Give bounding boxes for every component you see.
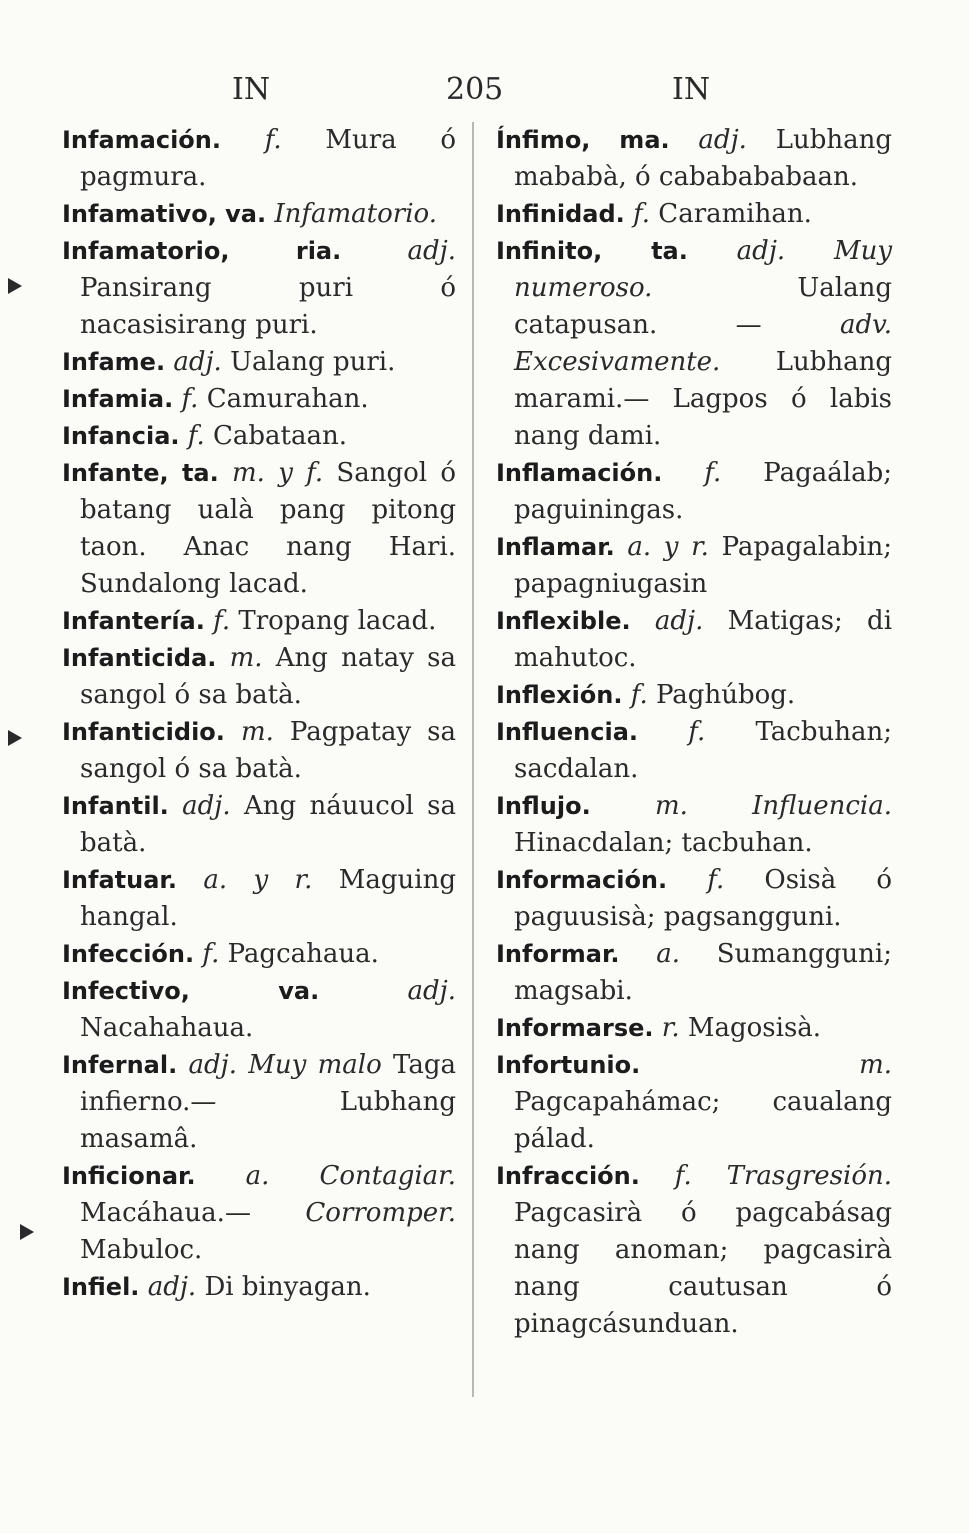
headword: Infantería. [62,607,205,635]
cross-reference: Corromper. [305,1198,456,1228]
column-divider [472,122,474,1397]
headword: Ínfimo, ma. [496,126,670,154]
definition: Lubhang masamâ. [80,1087,456,1154]
grammar-label: m. [654,791,688,821]
dictionary-entry [496,1158,892,1343]
dictionary-entry [62,381,456,418]
page-header [0,72,969,112]
headword: Infortunio. [496,1051,641,1079]
cross-reference: Influencia. [752,791,893,821]
grammar-label: r. [661,1013,680,1043]
dictionary-entry [496,677,892,714]
dictionary-entry [496,196,892,233]
grammar-label: adj. [654,606,704,636]
definition: Lubhang marami.— [514,347,892,414]
left-guide-word: IN [232,72,271,107]
headword: Inflamar. [496,533,615,561]
headword: Inficionar. [62,1162,196,1190]
definition: Magosisà. [687,1013,822,1043]
cross-reference: Muy numeroso. [514,236,893,303]
grammar-label: adj. [147,1272,197,1302]
grammar-label: f. [704,458,722,488]
headword: Infinito, ta. [496,237,688,265]
grammar-label: f. [264,125,282,155]
grammar-label: f. [633,199,651,229]
dictionary-entry [62,862,456,936]
definition: Ang natay sa sangol ó sa batà. [80,643,457,710]
dictionary-entry [496,455,892,529]
dictionary-entry [496,1047,892,1158]
grammar-label: adj. [407,236,456,266]
grammar-label: adj. [407,976,456,1006]
definition: Osisà ó paguusisà; pagsangguni. [514,865,892,932]
page-number: 205 [446,72,504,107]
grammar-label: m. y f. [232,458,324,488]
definition: Pagcapahámac; caualang pálad. [514,1087,892,1154]
grammar-label: f. [202,939,220,969]
right-guide-word: IN [672,72,711,107]
grammar-label: f. [630,680,648,710]
grammar-label: adj. [188,1050,237,1080]
definition: Macáhaua.— [80,1198,251,1228]
definition: Maguing hangal. [80,865,456,932]
headword: Información. [496,866,668,894]
headword: Infatuar. [62,866,177,894]
dictionary-entry [62,1047,456,1158]
definition: Pagaálab; paguiningas. [514,458,892,525]
definition: Pagcahaua. [227,939,379,969]
headword: Infiel. [62,1273,140,1301]
definition: Camurahan. [206,384,369,414]
headword: Infracción. [496,1162,640,1190]
left-column [62,122,456,1306]
dictionary-entry [62,455,456,603]
definition: Pagpatay sa sangol ó sa batà. [80,717,457,784]
grammar-label: f. [213,606,231,636]
definition: Tacbuhan; sacdalan. [514,717,892,784]
definition: Nacahahaua. [80,1013,254,1043]
grammar-label: adj. [736,236,786,266]
headword: Infamativo, va. [62,200,267,228]
definition: Caramihan. [658,199,812,229]
definition: Lagpos ó labis nang dami. [514,384,892,451]
headword: Infamación. [62,126,221,154]
cross-reference: Infamatorio. [274,199,437,229]
definition: Di binyagan. [204,1272,371,1302]
dictionary-entry [62,714,456,788]
dictionary-entry [62,233,456,344]
headword: Infame. [62,348,166,376]
margin-mark-icon [8,730,22,746]
headword: Infectivo, va. [62,977,320,1005]
dictionary-entry [62,344,456,381]
definition: Mura ó pagmura. [80,125,457,192]
dictionary-entry [496,122,892,196]
definition: Ualang puri. [230,347,396,377]
headword: Informar. [496,940,620,968]
grammar-label: f. [674,1161,692,1191]
definition: Pagcasirà ó pagcabásag nang anoman; pagcasirà nang cautusan ó pinagcásunduan. [514,1198,892,1339]
definition: Pansirang puri ó nacasisirang puri. [80,273,456,340]
dictionary-entry [496,529,892,603]
definition: Ang náuucol sa batà. [80,791,457,858]
headword: Infante, ta. [62,459,219,487]
dictionary-entry [496,862,892,936]
dictionary-entry [496,233,892,455]
definition: Taga infierno.— [80,1050,457,1117]
margin-mark-icon [8,278,22,294]
grammar-label: a. [656,939,680,969]
grammar-label: m. [240,717,274,747]
headword: Influencia. [496,718,639,746]
dictionary-entry [496,936,892,1010]
headword: Infección. [62,940,195,968]
definition: Tropang lacad. [238,606,437,636]
dictionary-entry [62,1269,456,1306]
definition: Papagalabin; papagniugasin [514,532,892,599]
headword: Infanticida. [62,644,217,672]
grammar-label: a. y r. [203,865,313,895]
headword: Infanticidio. [62,718,225,746]
headword: Infamia. [62,385,174,413]
grammar-label: adj. [698,125,747,155]
definition: Hinacdalan; tacbuhan. [514,828,813,858]
cross-reference: Muy malo [248,1050,382,1080]
cross-reference: Trasgresión. [726,1161,893,1191]
definition: Ualang catapusan. — [514,273,892,340]
right-column [496,122,892,1343]
headword: Informarse. [496,1014,654,1042]
definition: Mabuloc. [80,1235,203,1265]
headword: Infamatorio, ria. [62,237,342,265]
headword: Inflexible. [496,607,631,635]
dictionary-entry [62,936,456,973]
dictionary-entry [62,196,456,233]
grammar-label: adj. [182,791,231,821]
headword: Infancia. [62,422,180,450]
grammar-label: m. [229,643,263,673]
grammar-label: f. [688,717,706,747]
headword: Infernal. [62,1051,178,1079]
definition: Cabataan. [213,421,348,451]
cross-reference: adv. Excesivamente. [514,310,892,377]
cross-reference: Contagiar. [319,1161,456,1191]
dictionary-entry [62,1158,456,1269]
dictionary-entry [496,788,892,862]
margin-mark-icon [20,1224,34,1240]
dictionary-entry [496,714,892,788]
grammar-label: a. y r. [627,532,709,562]
headword: Infinidad. [496,200,625,228]
dictionary-entry [496,1010,892,1047]
dictionary-entry [496,603,892,677]
definition: Lubhang mababà, ó cababababaan. [514,125,892,192]
dictionary-entry [62,973,456,1047]
definition: Matigas; di mahutoc. [514,606,893,673]
headword: Infantil. [62,792,169,820]
grammar-label: f. [707,865,725,895]
grammar-label: adj. [173,347,222,377]
grammar-label: m. [859,1050,892,1080]
grammar-label: f. [181,384,199,414]
definition: Sangol ó batang ualà pang pitong taon. Anac nang Hari. Sundalong lacad. [80,458,457,599]
definition: Sumangguni; magsabi. [514,939,892,1006]
dictionary-entry [62,418,456,455]
dictionary-entry [62,122,456,196]
dictionary-entry [62,788,456,862]
grammar-label: a. [245,1161,270,1191]
dictionary-entry [62,603,456,640]
grammar-label: f. [187,421,205,451]
headword: Influjo. [496,792,591,820]
headword: Inflamación. [496,459,663,487]
definition: Paghúbog. [655,680,796,710]
headword: Inflexión. [496,681,623,709]
dictionary-entry [62,640,456,714]
